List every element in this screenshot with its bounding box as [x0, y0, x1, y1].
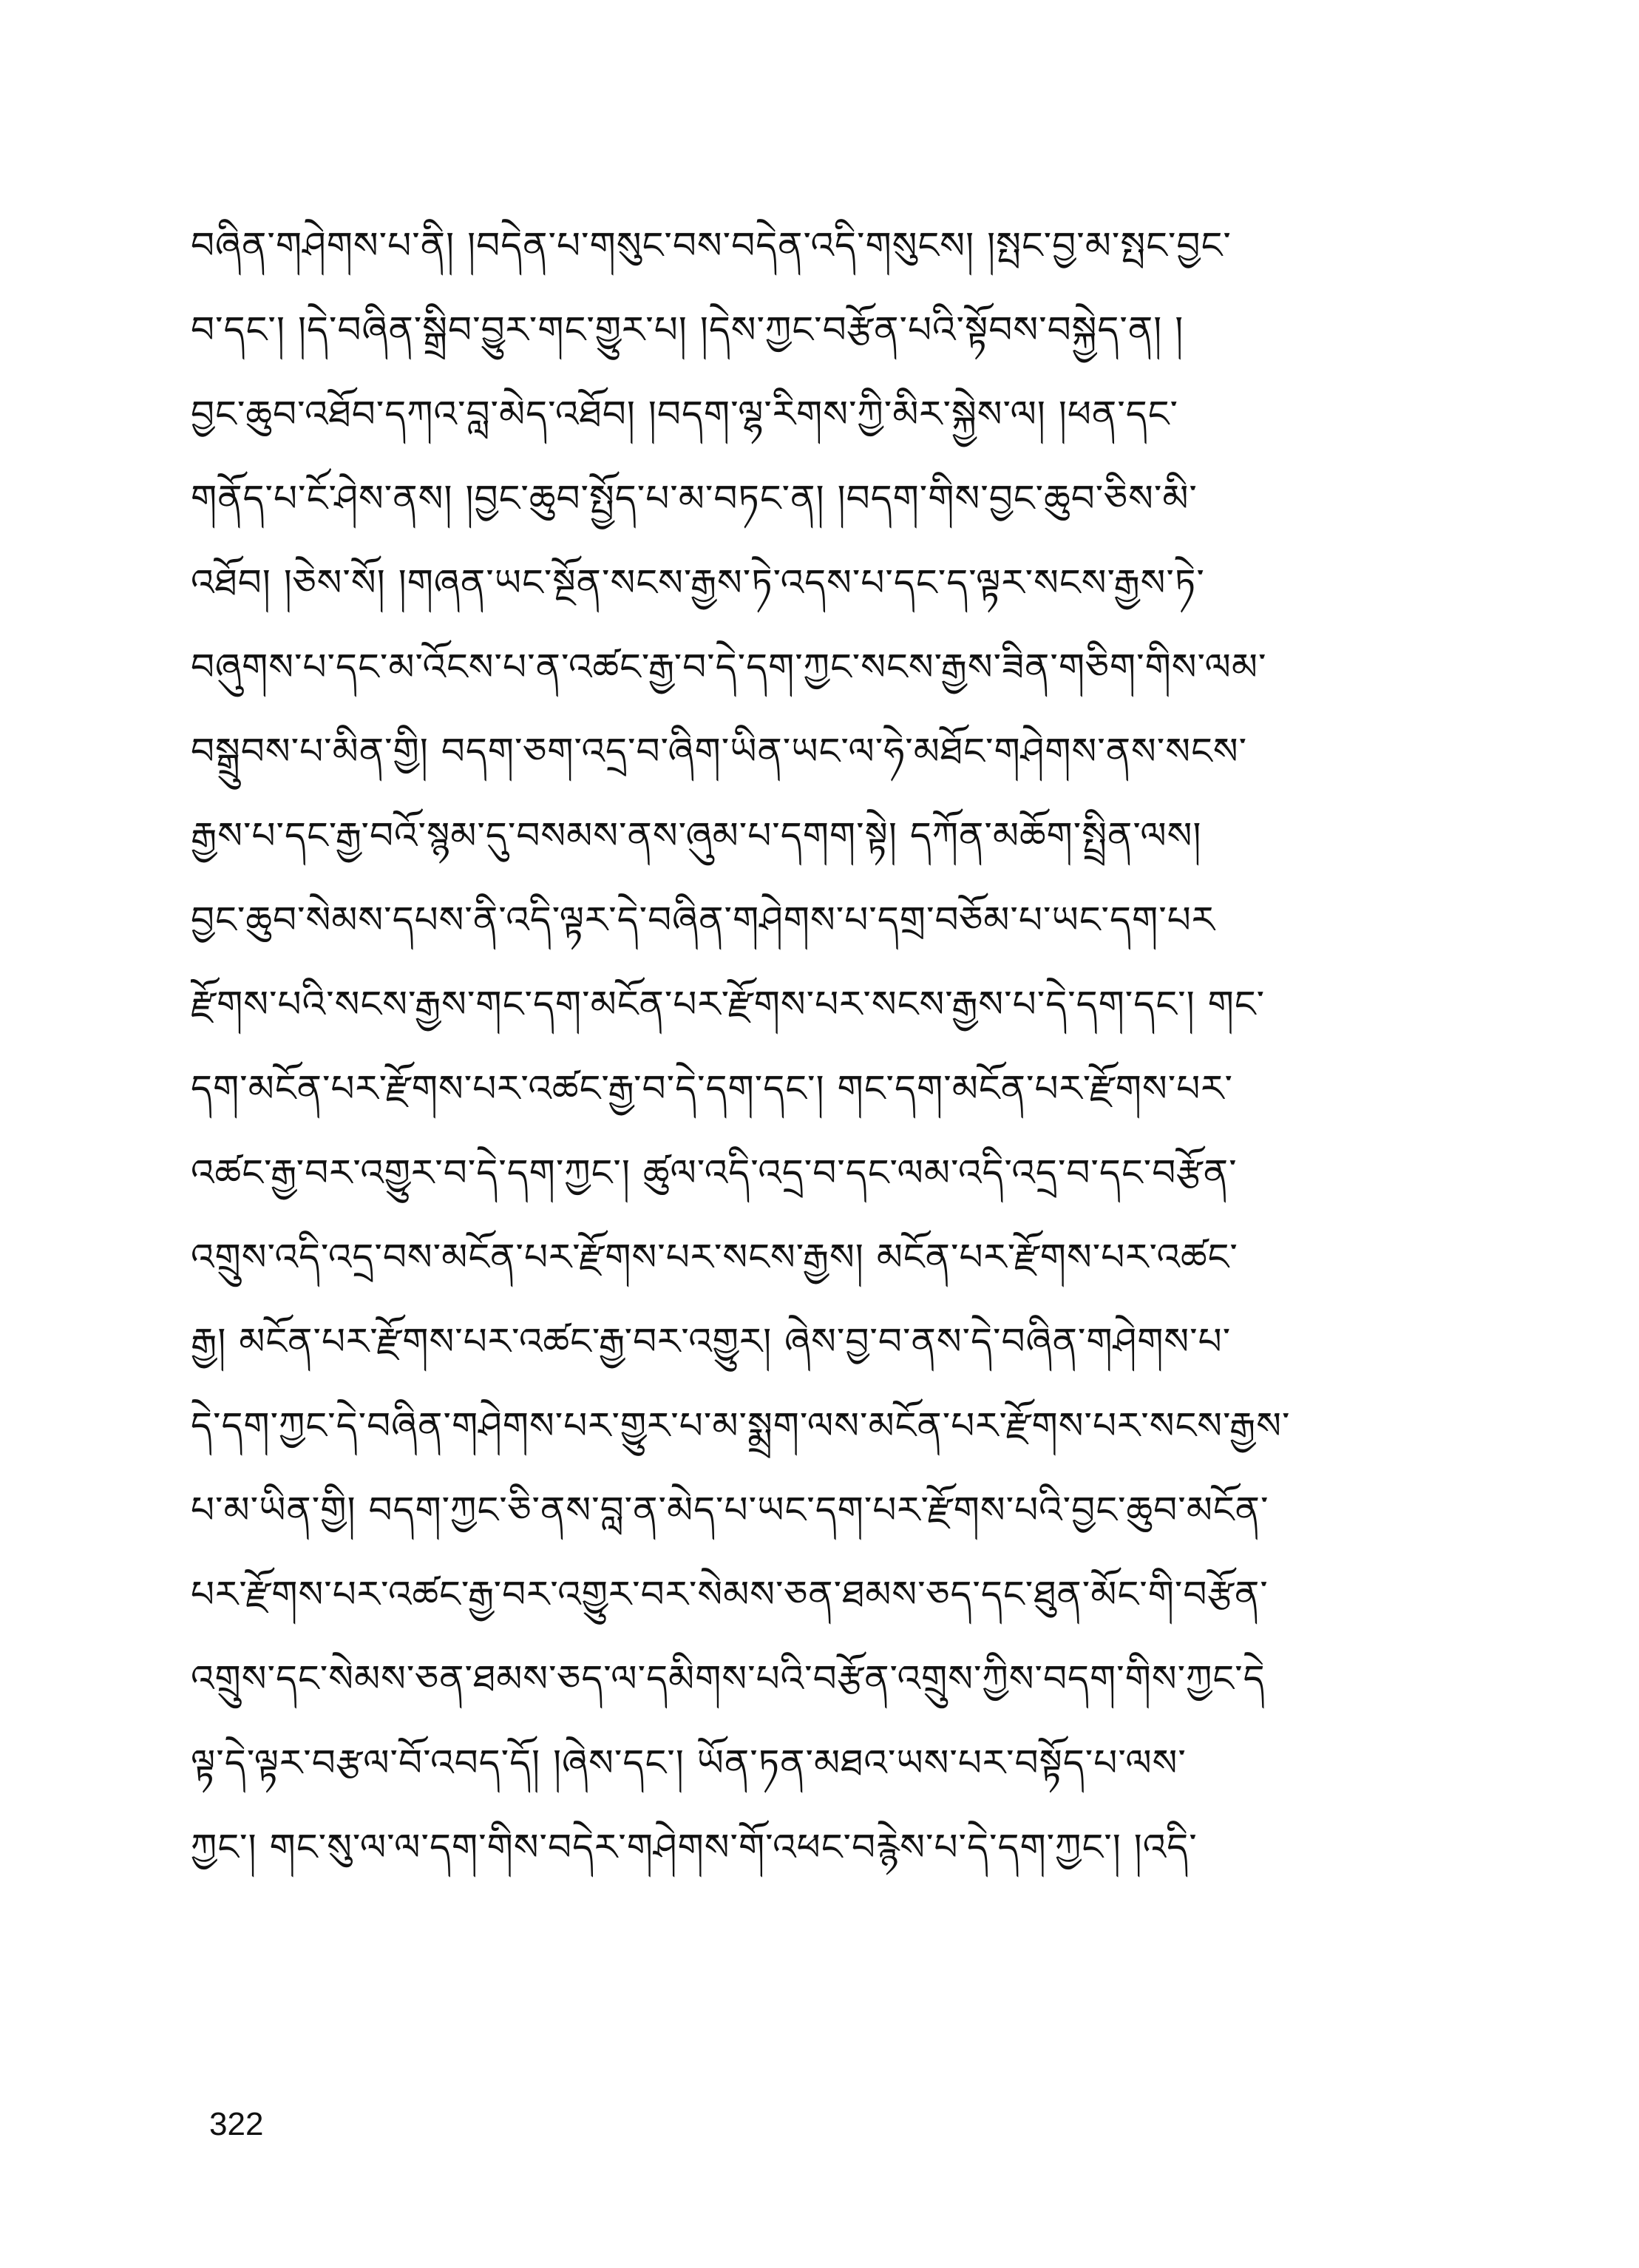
- text-line-8: རྒྱས་པ་དང་རྒྱ་བའོ་སྙམ་དུ་བསམས་ནས་ཞུམ་པ་དགག་སྟེ། དཀོན་མཆོག་སྤྲིན་ལས།: [191, 814, 1202, 857]
- text-line-9: བྱང་ཆུབ་སེམས་དཔས་ནི་འདི་ལྟར་དེ་བཞིན་གཤེགས་པ་དགྲ་བཅོམ་པ་ཡང་དག་པར: [191, 898, 1215, 941]
- page-number: 322: [209, 2106, 264, 2142]
- text-line-10: རྫོགས་པའི་སངས་རྒྱས་གང་དག་མངོན་པར་རྫོགས་པར་སངས་རྒྱས་པ་དེ་དག་དང་། གང་: [191, 983, 1266, 1026]
- text-line-17: པར་རྫོགས་པར་འཚང་རྒྱ་བར་འགྱུར་བར་སེམས་ཅན་ཐམས་ཅད་དང་ཐུན་མོང་གི་བརྩོན་: [191, 1573, 1269, 1616]
- text-line-5: འཐོབ། །ཅེས་སོ། །གཞན་ཡང་སྔོན་སངས་རྒྱས་ཏེ་འདས་པ་དང་ད་ལྟར་སངས་རྒྱས་ཏེ་: [191, 561, 1205, 604]
- text-line-11: དག་མངོན་པར་རྫོགས་པར་འཚང་རྒྱ་བ་དེ་དག་དང་། གང་དག་མངོན་པར་རྫོགས་པར་: [191, 1067, 1233, 1110]
- text-line-20: ཀྱང་། གང་སུ་ལ་ལ་དག་གིས་བདེར་གཤེགས་གོ་འཕང་བརྙེས་པ་དེ་དག་ཀྱང་། །འདི་: [191, 1826, 1198, 1869]
- text-line-16: པ་མ་ཡིན་གྱི། བདག་ཀྱང་ཅི་ནས་བླ་ན་མེད་པ་ཡང་དག་པར་རྫོགས་པའི་བྱང་ཆུབ་མངོན་: [191, 1489, 1269, 1531]
- text-line-4: གནོད་པ་ངོ་ཤེས་ནས། །བྱང་ཆུབ་སྤྱོད་པ་མ་བཏང་ན། །བདག་གིས་བྱང་ཆུབ་ཅིས་མི་: [191, 477, 1198, 520]
- text-line-1: བཞིན་གཤེགས་པ་ནི། །བདེན་པ་གསུང་བས་བདེན་འདི་གསུངས། །སྤང་བྱ་མ་སྤང་བྱང་: [191, 224, 1232, 267]
- text-line-14: རྒྱ། མངོན་པར་རྫོགས་པར་འཚང་རྒྱ་བར་འགྱུར། ཞེས་བྱ་བ་ནས་དེ་བཞིན་གཤེགས་པ་: [191, 1320, 1232, 1363]
- text-line-18: འགྲུས་དང་སེམས་ཅན་ཐམས་ཅད་ལ་དམིགས་པའི་བརྩོན་འགྲུས་ཀྱིས་བདག་གིས་ཀྱང་དེ: [191, 1657, 1266, 1700]
- text-line-19: ལྟ་དེ་ལྟར་བརྩལ་བོ་འབད་དོ། །ཞེས་དང་། ཡོན་ཏན་མཐའ་ཡས་པར་བསྟོད་པ་ལས་: [191, 1741, 1187, 1784]
- text-line-13: འགྲུས་འདི་འདྲ་བས་མངོན་པར་རྫོགས་པར་སངས་རྒྱས། མངོན་པར་རྫོགས་པར་འཚང་: [191, 1236, 1238, 1279]
- text-line-7: བསྒྲུབས་པ་མིན་གྱི། བདག་ཅག་འདྲ་བ་ཞིག་ཡིན་ཡང་ལ་ཧེ་མཐོང་གཤེགས་ནས་སངས་: [191, 730, 1248, 773]
- text-line-6: བཞུགས་པ་དང་མ་འོངས་པ་ན་འཚང་རྒྱ་བ་དེ་དག་ཀྱང་སངས་རྒྱས་ཟིན་གཅིག་གིས་ལམ་: [191, 646, 1267, 688]
- text-line-3: བྱང་ཆུབ་འཐོབ་དཀའ་བླ་མེད་འཐོབ། །བདག་ལྷ་རིགས་ཀྱི་མིར་སྐྱེས་ལ། །ཕན་དང་: [191, 393, 1179, 436]
- tibetan-text-block: [191, 203, 1492, 1889]
- text-line-2: བ་དང་། །དེ་བཞིན་སྒྲིབ་བྱུར་གང་གྱུར་པ། །དེས་ཀྱང་བརྩོན་པའི་སྟོབས་བསྐྱེད་ན། །: [191, 308, 1184, 351]
- text-line-15: དེ་དག་ཀྱང་དེ་བཞིན་གཤེགས་པར་གྱུར་པ་མ་སྨྲག་ལས་མངོན་པར་རྫོགས་པར་སངས་རྒྱས་: [191, 1404, 1291, 1447]
- text-line-12: འཚང་རྒྱ་བར་འགྱུར་བ་དེ་དག་ཀྱང་། ཚུལ་འདི་འདྲ་བ་དང་ལམ་འདི་འདྲ་བ་དང་བརྩོན་: [191, 1151, 1238, 1194]
